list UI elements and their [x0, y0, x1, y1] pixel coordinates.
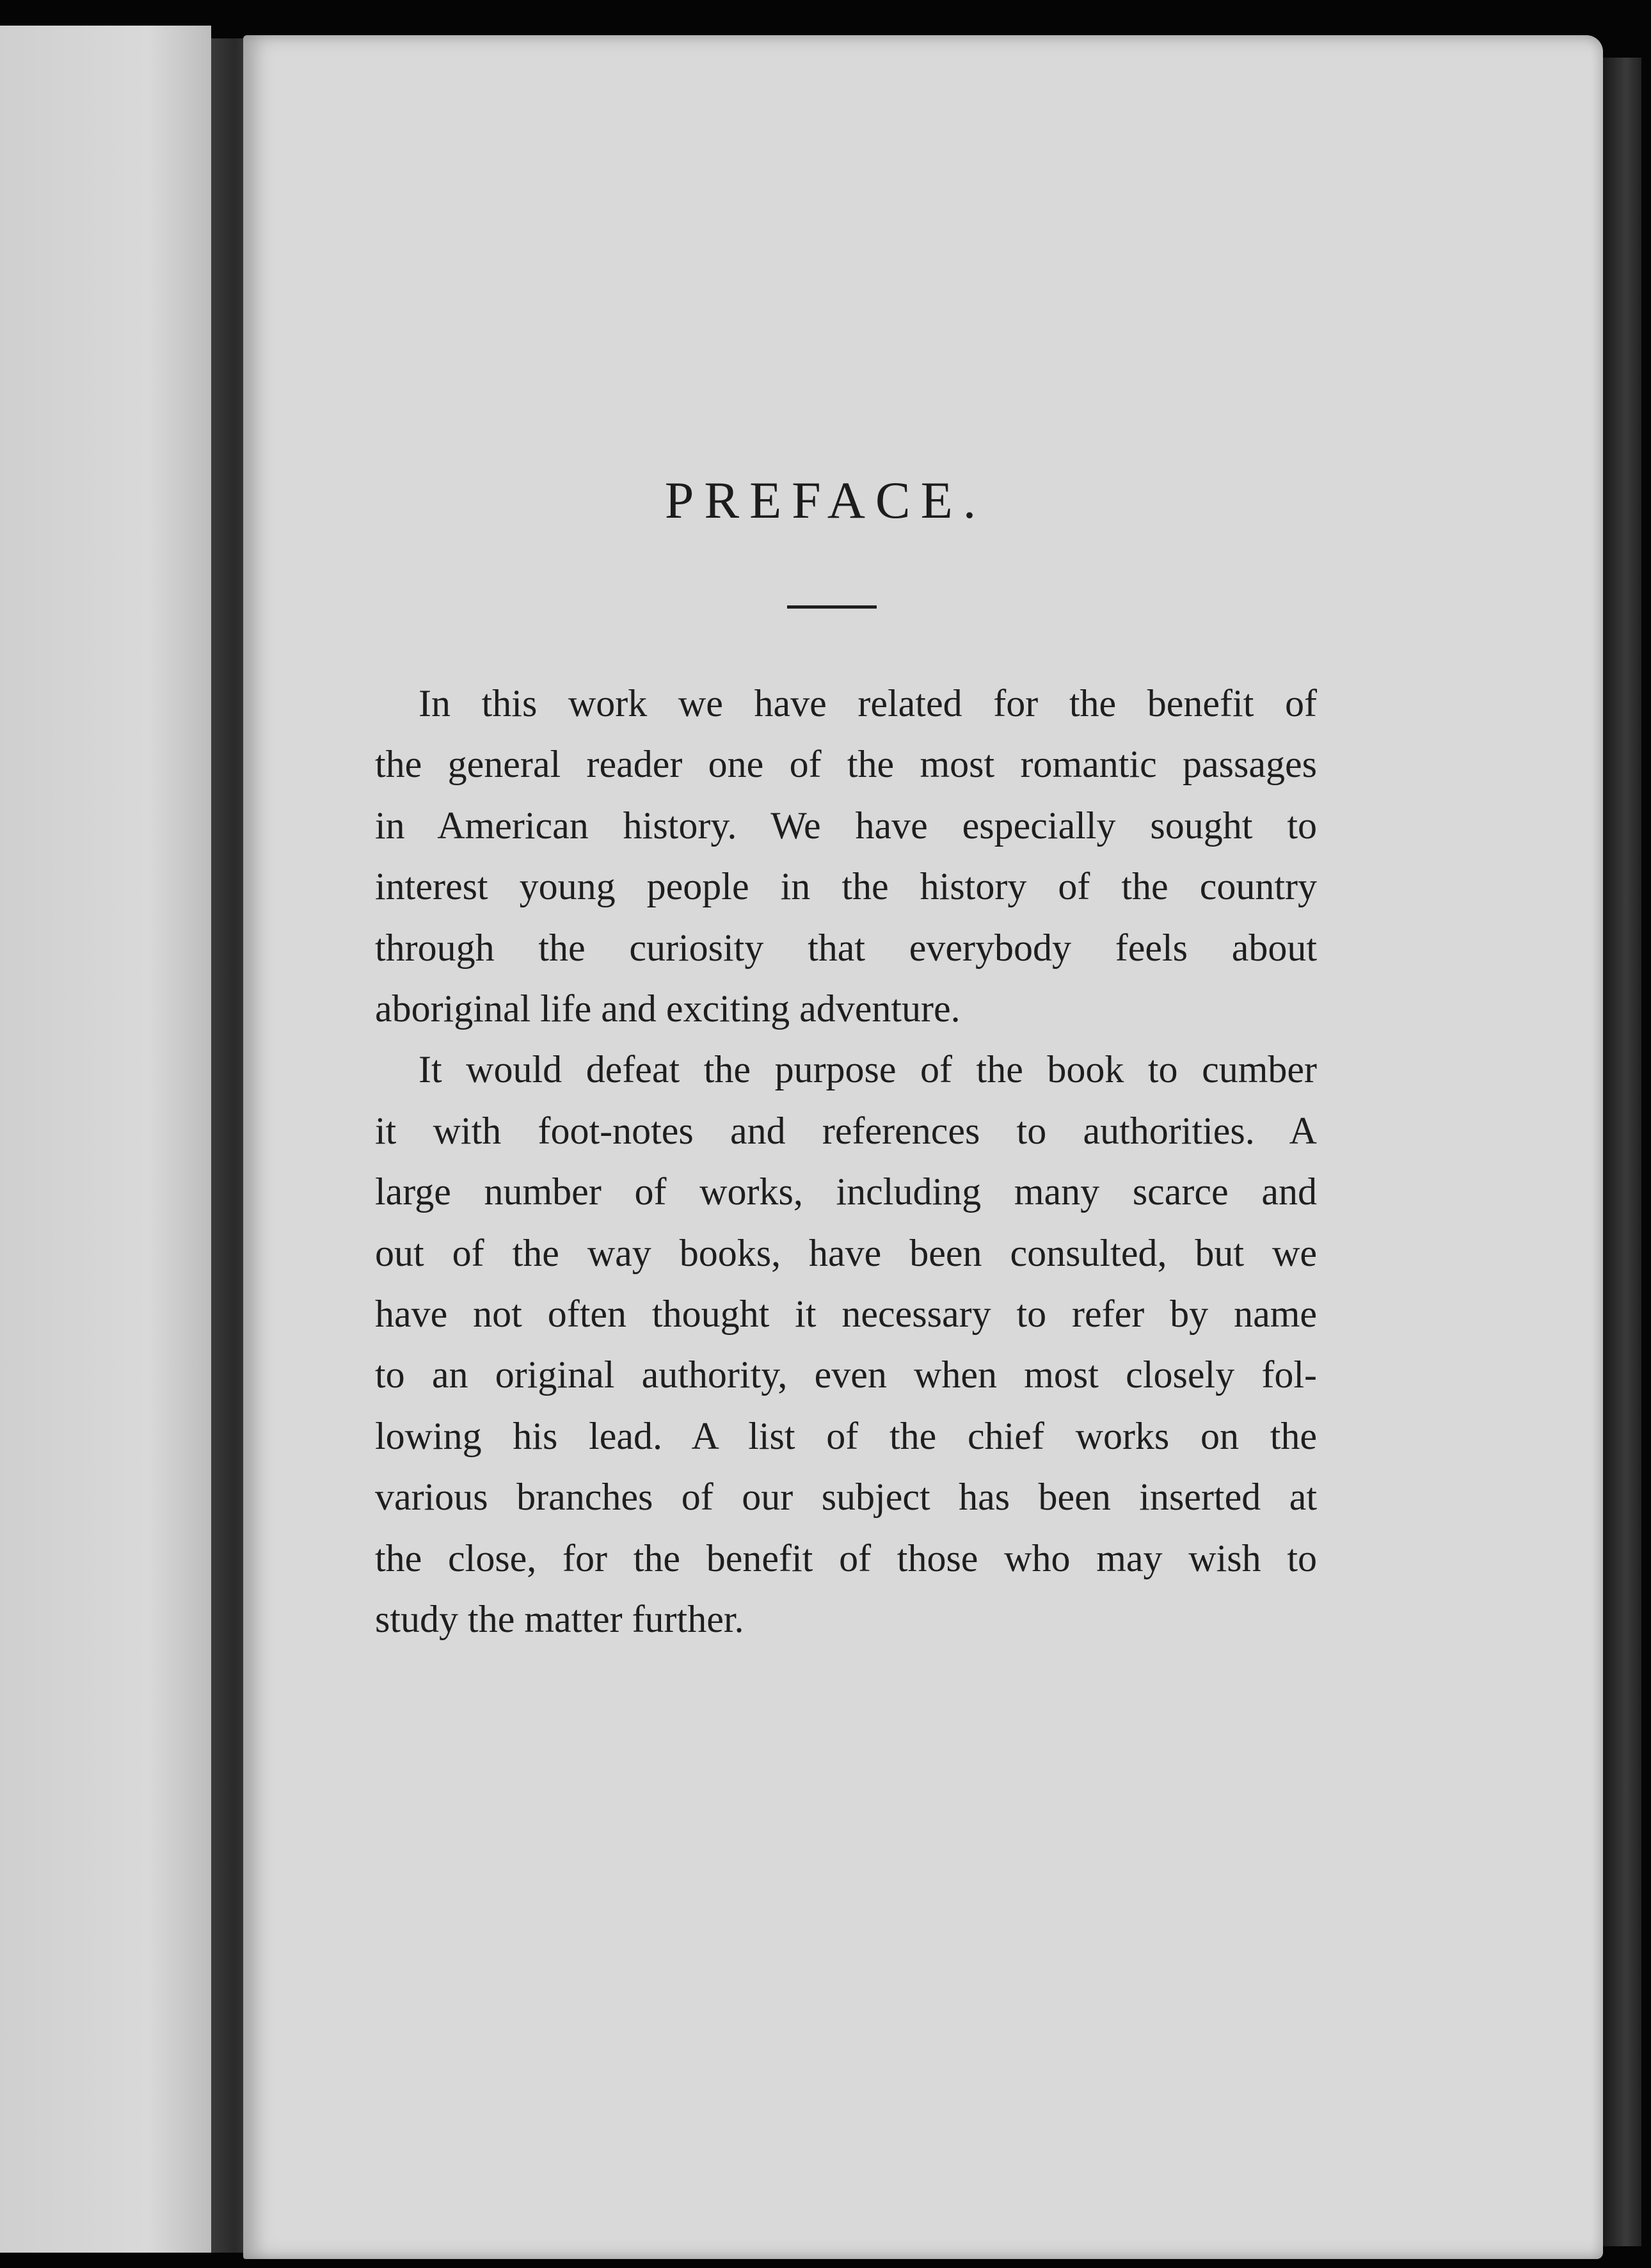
text-line: various branches of our subject has been inserted at: [375, 1476, 1317, 1519]
preface-body: [331, 673, 1317, 1650]
text-line: study the matter further.: [375, 1598, 744, 1641]
text-line: out of the way books, have been consulted, but we: [375, 1231, 1317, 1274]
text-line: large number of works, including many scarce and: [375, 1170, 1317, 1213]
text-line: It would defeat the purpose of the book to cumber: [419, 1048, 1317, 1091]
page-edge-right: [1603, 58, 1641, 2246]
text-line: lowing his lead. A list of the chief works on the: [375, 1414, 1317, 1457]
text-line: aboriginal life and exciting adventure.: [375, 987, 961, 1030]
facing-page-edge: [0, 26, 211, 2253]
text-line: interest young people in the history of the country: [375, 865, 1317, 908]
text-line: to an original authority, even when most closely fol-: [375, 1354, 1317, 1396]
text-line: the general reader one of the most romantic passages: [375, 743, 1317, 786]
paragraph-1: [331, 673, 1317, 1039]
text-line: have not often thought it necessary to refer by name: [375, 1293, 1317, 1336]
text-line: in American history. We have especially sought to: [375, 804, 1317, 847]
text-line: the close, for the benefit of those who may wish to: [375, 1537, 1317, 1579]
paragraph-2: [331, 1039, 1317, 1650]
heading-rule: [787, 605, 877, 609]
text-line: In this work we have related for the benefit of: [419, 682, 1317, 724]
text-line: it with foot-notes and references to authorities. A: [375, 1109, 1317, 1152]
text-line: through the curiosity that everybody feels about: [375, 926, 1317, 969]
page-heading: PREFACE.: [664, 471, 987, 529]
